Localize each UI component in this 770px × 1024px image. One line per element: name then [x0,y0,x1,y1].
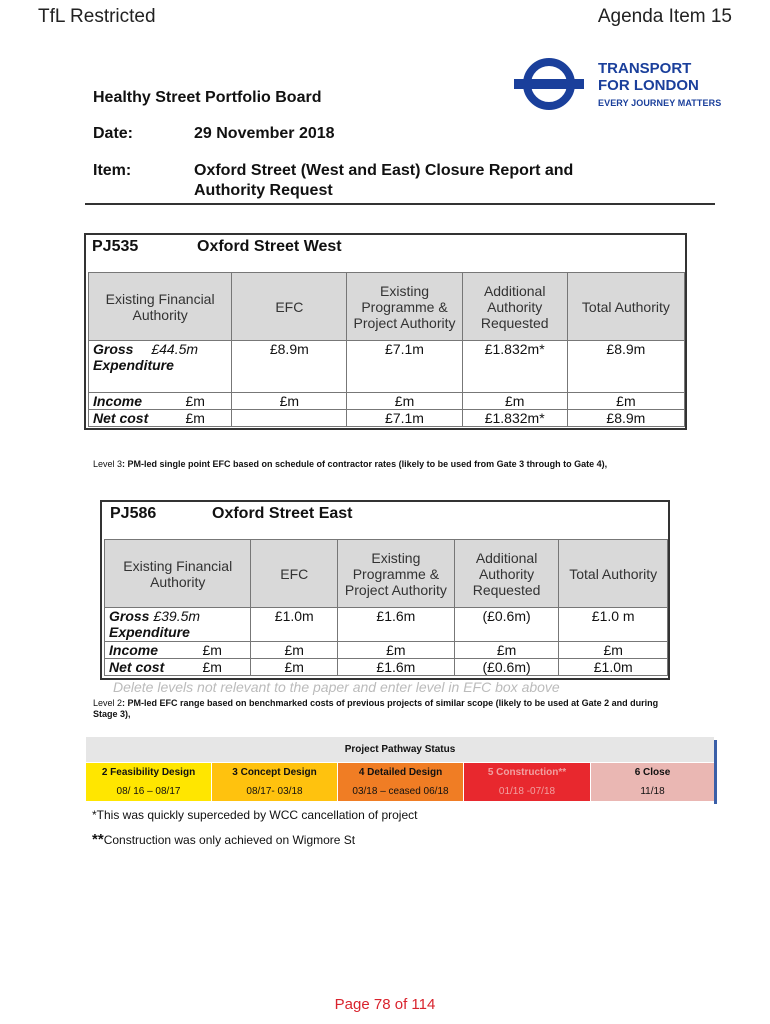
table-cell: £m [559,642,668,659]
table-cell [232,410,347,427]
logo-line-3: EVERY JOURNEY MATTERS [598,98,722,108]
table-cell: £m [251,642,338,659]
income-label: Income [93,393,143,409]
pathway-side-bar [714,740,717,804]
item-value-line1: Oxford Street (West and East) Closure Report and [194,162,574,179]
table-cell: (£0.6m) [454,608,559,642]
table-cell: £7.1m [347,341,462,393]
header-total-authority: Total Authority [567,273,684,341]
expenditure-label: Expenditure [109,624,190,640]
header-existing-programme-authority: Existing Programme & Project Authority [338,540,455,608]
date-label: Date: [93,125,134,142]
divider [85,203,715,205]
level-prefix: Level 2 [93,698,123,708]
pj586-section [100,500,670,680]
stage-concept-dates: 08/17- 03/18 [212,782,337,801]
pj535-code: PJ535 [92,238,139,255]
table-cell: £7.1m [347,410,462,427]
stage-concept: 3 Concept Design [212,763,337,782]
table-cell: £m [567,393,684,410]
gross-value: £39.5m [153,608,201,624]
agenda-item-label: Agenda Item 15 [597,6,732,27]
item-value-line2: Authority Request [194,182,333,199]
table-cell: £m [462,393,567,410]
net-value: £m [185,410,205,426]
table-cell: £1.832m* [462,341,567,393]
stage-construction-dates: 01/18 -07/18 [464,782,590,801]
table-cell: £1.0m [559,659,668,676]
net-value: £m [202,659,222,675]
pj586-level-note [93,698,673,720]
pathway-title: Project Pathway Status [86,737,714,762]
income-label: Income [109,642,159,658]
net-label: Net cost [109,659,165,675]
construction-note-text: Construction was only achieved on Wigmore St [103,833,356,847]
stage-close: 6 Close [591,763,714,782]
income-label-cell [89,393,232,410]
pj586-name: Oxford Street East [212,505,353,522]
pj535-table [88,272,685,427]
page-number: Page 78 of 114 [334,996,436,1013]
table-cell: £m [232,393,347,410]
pj586-code: PJ586 [110,505,157,522]
superceded-note: *This was quickly superceded by WCC cancellation of project [92,808,418,822]
level-prefix: Level 3 [93,459,123,469]
stage-detailed-dates: 03/18 – ceased 06/18 [338,782,463,801]
table-cell: £8.9m [567,410,684,427]
table-cell: £1.832m* [462,410,567,427]
header-efc: EFC [251,540,338,608]
table-cell: £8.9m [567,341,684,393]
header-additional-authority: Additional Authority Requested [454,540,559,608]
net-label-cell [89,410,232,427]
construction-note [92,831,355,848]
tfl-roundel-icon [513,58,585,110]
net-label-cell [105,659,251,676]
delete-levels-note: Delete levels not relevant to the paper and enter level in EFC box above [113,679,560,695]
logo-line-1: TRANSPORT [598,60,692,77]
tfl-logo [598,60,721,112]
restricted-label: TfL Restricted [38,6,156,27]
stage-detailed: 4 Detailed Design [338,763,463,782]
level-text: : PM-led single point EFC based on schedule of contractor rates (likely to be used from Gate 3 through to Gate 4), [122,459,608,469]
gross-label-cell [105,608,251,642]
board-title: Healthy Street Portfolio Board [93,89,322,106]
stage-construction: 5 Construction** [464,763,590,782]
pj535-name: Oxford Street West [197,238,342,255]
net-label: Net cost [93,410,149,426]
table-cell: £8.9m [232,341,347,393]
header-additional-authority: Additional Authority Requested [462,273,567,341]
pj535-section [84,233,687,430]
header-efc: EFC [232,273,347,341]
income-label-cell [105,642,251,659]
table-cell: £1.0m [251,608,338,642]
pj586-table [104,539,668,676]
level-text: : PM-led EFC range based on benchmarked costs of previous projects of similar scope (likely to be used at Gate 2 and during Stage 3), [93,698,659,719]
income-value: £m [185,393,205,409]
pj535-level-note [93,459,683,470]
item-label: Item: [93,162,132,179]
header-existing-financial-authority: Existing Financial Authority [105,540,251,608]
header-existing-programme-authority: Existing Programme & Project Authority [347,273,462,341]
logo-line-2: FOR LONDON [598,77,699,94]
gross-label-cell [89,341,232,393]
stage-close-dates: 11/18 [591,782,714,801]
table-cell: £m [347,393,462,410]
table-cell: £m [454,642,559,659]
double-asterisk: ** [92,831,104,848]
stage-feasibility: 2 Feasibility Design [86,763,211,782]
table-cell: £1.6m [338,608,455,642]
header-existing-financial-authority: Existing Financial Authority [89,273,232,341]
header-total-authority: Total Authority [559,540,668,608]
stage-feasibility-dates: 08/ 16 – 08/17 [86,782,211,801]
gross-value: £44.5m [151,341,199,357]
table-cell: (£0.6m) [454,659,559,676]
table-cell: £1.6m [338,659,455,676]
gross-label: Gross [93,341,134,357]
table-cell: £m [338,642,455,659]
expenditure-label: Expenditure [93,357,174,373]
table-cell: £m [251,659,338,676]
date-value: 29 November 2018 [194,125,335,142]
table-cell: £1.0 m [559,608,668,642]
gross-label: Gross [109,608,150,624]
income-value: £m [202,642,222,658]
